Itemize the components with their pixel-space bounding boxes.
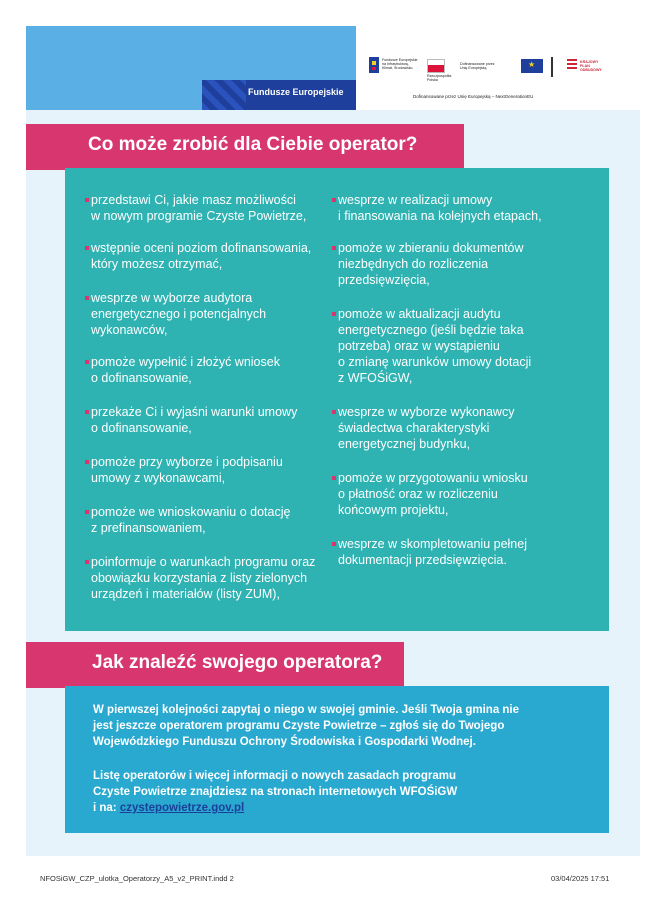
find-operator-paragraph-1: W pierwszej kolejności zapytaj o niego w swojej gminie. Jeśli Twoja gmina nie jest jeszcze operatorem programu Czyste Powietrze – zgłoś się do Twojego Wojewódzkiego Funduszu Ochrony Środowiska i Gospodarki Wodnej.: [93, 704, 520, 748]
find-operator-paragraph-2: [93, 768, 457, 816]
list-item: przedstawi Ci, jakie masz możliwości w nowym programie Czyste Powietrze,: [85, 192, 306, 224]
list-item: pomoże w aktualizacji audytu energetycznego (jeśli będzie taka potrzeba) oraz w wystąpieniu o zmianę warunków umowy dotacji z WFOŚiGW,: [332, 306, 531, 386]
polish-flag-icon: [427, 59, 445, 73]
list-item: pomoże w przygotowaniu wniosku o płatność oraz w rozliczeniu końcowym projektu,: [332, 470, 528, 518]
bullet-icon: [85, 296, 89, 300]
list-item: wesprze w realizacji umowy i finansowania na kolejnych etapach,: [332, 192, 542, 224]
find-operator-title: Jak znaleźć swojego operatora?: [92, 652, 383, 673]
list-item: wesprze w skompletowaniu pełnej dokumentacji przedsięwzięcia.: [332, 536, 527, 568]
pl-logo-text: Rzeczpospolita Polska: [427, 74, 452, 83]
footer-date: 03/04/2025 17:51: [551, 874, 610, 883]
footer-filename: NFOSiGW_CZP_ulotka_Operatorzy_A5_v2_PRINT.indd 2: [40, 874, 234, 883]
fundusze-europejskie-badge: [202, 80, 356, 110]
list-item: wesprze w wyborze wykonawcy świadectwa charakterystyki energetycznej budynku,: [332, 404, 514, 452]
badge-pattern: [202, 80, 246, 110]
list-item: wesprze w wyborze audytora energetycznego i potencjalnych wykonawców,: [85, 290, 266, 338]
list-item: wstępnie oceni poziom dofinansowania, który możesz otrzymać,: [85, 240, 311, 272]
operator-section-title: Co może zrobić dla Ciebie operator?: [88, 134, 418, 155]
paragraph-2-text: Listę operatorów i więcej informacji o nowych zasadach programu Czyste Powietrze znajdziesz na stronach internetowych WFOŚiGW i na:: [93, 770, 458, 814]
bullet-icon: [85, 198, 89, 202]
eu-logo-text: Dofinansowane przez Unię Europejską: [460, 62, 495, 71]
funds-label: Fundusze Europejskie: [248, 87, 344, 97]
bullet-icon: [85, 246, 89, 250]
bullet-icon: [332, 312, 336, 316]
czystepowietrze-link[interactable]: czystepowietrze.gov.pl: [119, 802, 245, 814]
list-item: pomoże przy wyborze i podpisaniu umowy z wykonawcami,: [85, 454, 283, 486]
bullet-icon: [332, 198, 336, 202]
kpo-logo-icon: [567, 57, 577, 73]
operator-section-heading: [26, 124, 464, 170]
cofinancing-note: Dofinansowane przez Unię Europejską – NextGenerationEU: [413, 94, 534, 99]
eu-flag-icon: [521, 59, 543, 73]
kpo-logo-text: KRAJOWY PLAN ODBUDOWY: [580, 60, 602, 73]
find-operator-heading: [26, 642, 404, 688]
list-item: poinformuje o warunkach programu oraz obowiązku korzystania z listy zielonych urządzeń i materiałów (listy ZUM),: [85, 554, 315, 602]
logo-row: [369, 55, 629, 89]
bullet-icon: [332, 246, 336, 250]
list-item: przekaże Ci i wyjaśni warunki umowy o dofinansowanie,: [85, 404, 297, 436]
bullet-icon: [85, 560, 89, 564]
list-item: pomoże wypełnić i złożyć wniosek o dofinansowanie,: [85, 354, 280, 386]
list-item: pomoże w zbieraniu dokumentów niezbędnych do rozliczenia przedsięwzięcia,: [332, 240, 524, 288]
bullet-icon: [85, 410, 89, 414]
logo-divider: [551, 57, 553, 77]
list-item: pomoże we wnioskowaniu o dotację z prefinansowaniem,: [85, 504, 290, 536]
fundusze-europejskie-logo-icon: [369, 57, 379, 73]
bullet-icon: [332, 476, 336, 480]
bullet-icon: [332, 410, 336, 414]
bullet-icon: [85, 360, 89, 364]
fe-logo-text: Fundusze Europejskie na Infrastrukturę, Klimat, Środowisko: [382, 58, 418, 71]
bullet-icon: [85, 460, 89, 464]
bullet-icon: [332, 542, 336, 546]
bullet-icon: [85, 510, 89, 514]
